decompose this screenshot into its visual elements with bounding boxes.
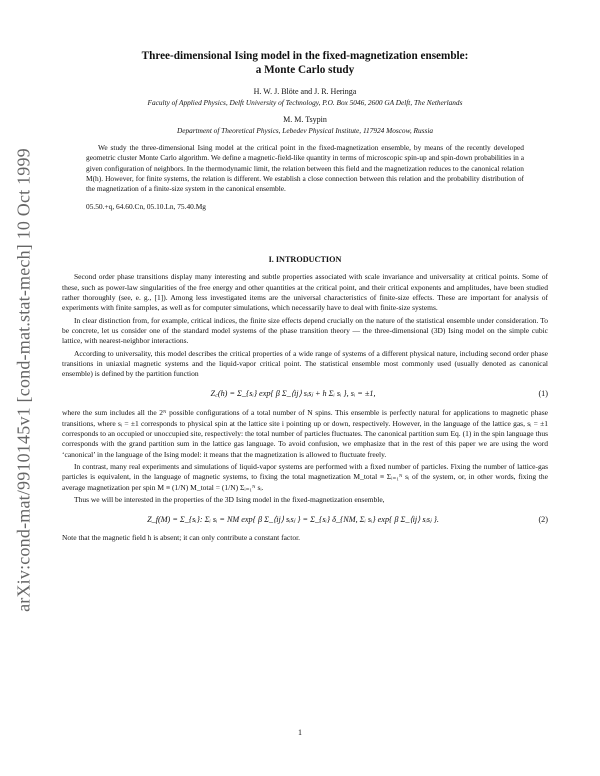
equation-2-body: Z_f(M) = Σ_{sᵢ}: Σᵢ sᵢ = NM exp{ β Σ_⟨ij⟩ sᵢsⱼ } = Σ_{sᵢ} δ_{NM, Σᵢ sᵢ} exp{ β Σ_⟨ij⟩ sᵢsⱼ }. [147,515,439,525]
abstract: We study the three-dimensional Ising model at the critical point in the fixed-magnetization ensemble, by means of the recently developed geometric cluster Monte Carlo algorithm. We define a magnetic-field-like quantity in terms of microscopic spin-up and spin-down probabilities in a given configuration of neighbors. In the thermodynamic limit, the relation between this field and the magnetization reduces to the canonical relation M(h). However, for finite systems, the relation is different. We establish a close connection between this relation and the probability distribution of the magnetization of a finite-size system in the canonical ensemble. [86,143,524,194]
authors-group-1: H. W. J. Blöte and J. R. Heringa [253,87,357,96]
equation-1 [62,388,548,399]
affiliation-2: Department of Theoretical Physics, Lebedev Physical Institute, 117924 Moscow, Russia [176,126,434,135]
paragraph-6: Thus we will be interested in the properties of the 3D Ising model in the fixed-magnetization ensemble, [74,494,385,504]
equation-1-body: Z꜀(h) = Σ_{sᵢ} exp{ β Σ_⟨ij⟩ sᵢsⱼ + h Σᵢ sᵢ }, sᵢ = ±1, [210,389,376,399]
equation-2-number: (2) [538,514,548,524]
section-heading: I. INTRODUCTION [268,255,342,265]
arxiv-sidebar-stamp [4,120,44,640]
equation-1-number: (1) [538,389,548,399]
paragraph-2: In clear distinction from, for example, critical indices, the finite size effects depend crucially on the nature of the statistical ensemble under consideration. To be concrete, let us consider one of the standard model systems of the phase transition theory — the three-dimensional (3D) Ising model on the simple cubic lattice, with nearest-neighbor interactions. [62,315,548,346]
paper-title [62,50,548,77]
paragraph-1: Second order phase transitions display many interesting and subtle properties associated with scale invariance and universality at critical points. Some of these, such as power-law singularities of the free energy and other quantities at the critical point, and their critical exponents and amplitudes, have been studied rather thoroughly (see, e. g., [1]). Among less investigated items are the universal characteristics of finite-size effects. These are important for analysis of experiments with finite samples, as well as for computer simulations, which necessarily have to deal with finite-size systems. [62,272,548,313]
arxiv-identifier: arXiv:cond-mat/9910145v1 [cond-mat.stat-mech] 10 Oct 1999 [13,148,34,612]
page-number: 1 [298,728,302,737]
pacs-numbers: 05.50.+q, 64.60.Cn, 05.10.Ln, 75.40.Mg [86,202,206,212]
equation-2 [62,514,548,524]
paragraph-3: According to universality, this model describes the critical properties of a wide range of systems of a different physical nature, including second order phase transitions in uniaxial magnetic systems and the liquid-vapor critical point. The statistical ensemble most commonly used (usually denoted as canonical ensemble) is defined by the partition function [62,348,548,379]
paragraph-5: In contrast, many real experiments and simulations of liquid-vapor systems are performed with a fixed number of particles. Fixing the number of lattice-gas particles is equivalent, in the language of magnetic systems, to fixing the total magnetization M_total ≡ Σᵢ₌₁ᴺ sᵢ of the system, or, in other words, fixing the average magnetization per spin M ≡ (1/N) M_total = (1/N) Σᵢ₌₁ᴺ sᵢ. [62,461,548,492]
authors-group-2: M. M. Tsypin [283,115,327,124]
affiliation-1: Faculty of Applied Physics, Delft University of Technology, P.O. Box 5046, 2600 GA Delft, The Netherlands [147,98,463,107]
title-line-2: a Monte Carlo study [255,63,355,76]
title-line-1: Three-dimensional Ising model in the fixed-magnetization ensemble: [141,50,469,62]
paragraph-7: Note that the magnetic field h is absent; it can only contribute a constant factor. [62,533,301,543]
paper-page [62,50,548,543]
paragraph-4: where the sum includes all the 2ᴺ possible configurations of a total number of N spins. This ensemble is perfectly natural for applications to magnetic phase transitions, where sᵢ = ±1 corresponds to physical spin at the lattice site i pointing up or down, respectively. However, in the language of the lattice gas, sᵢ = ±1 corresponds to an occupied or unoccupied site, respectively: the total number of particles fluctuates. The canonical partition sum Eq. (1) in the spin language thus corresponds with the grand partition sum in the lattice gas language. To avoid confusion, we emphasize that in the rest of this paper we are using the word ‘canonical’ in the language of the Ising model: it means that the magnetization is allowed to fluctuate freely. [62,408,548,459]
